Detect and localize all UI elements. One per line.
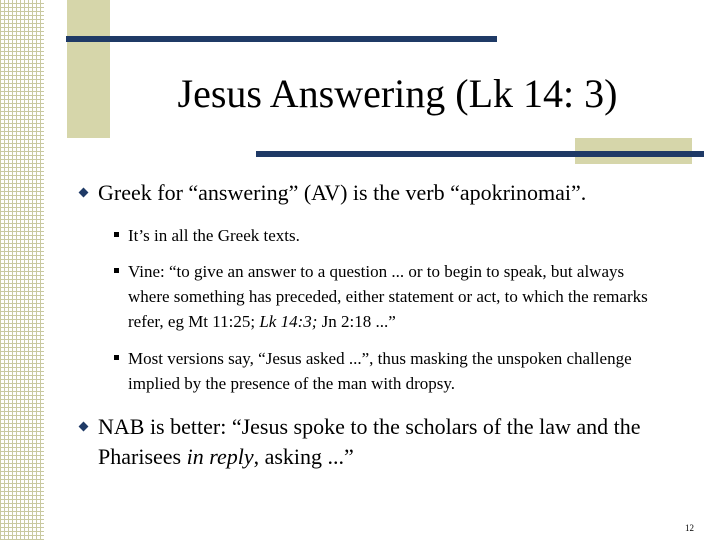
decorative-rule-top: [66, 36, 497, 42]
slide-title: Jesus Answering (Lk 14: 3): [177, 71, 618, 116]
sub-bullet-text: [128, 259, 668, 334]
bullet-text: [98, 412, 688, 472]
decorative-rule-bottom: [256, 151, 704, 157]
nab-text-part1: NAB is better: “Jesus spoke to the scholars of the law and the Pharisees: [98, 414, 641, 469]
decorative-grid-strip: [0, 0, 44, 540]
vine-text-italic-ref: Lk 14:3;: [259, 312, 318, 331]
diamond-bullet-icon: [79, 422, 89, 432]
nab-text-part2: , asking ...”: [253, 444, 354, 469]
sub-bullet-text: It’s in all the Greek texts.: [128, 226, 300, 245]
bullet-text: Greek for “answering” (AV) is the verb “apokrinomai”.: [98, 180, 587, 205]
diamond-bullet-icon: [79, 188, 89, 198]
vine-text-part2: Jn 2:18 ...”: [317, 312, 396, 331]
vine-text-part1: Vine: “to give an answer to a question ... or to begin to speak, but always where something has preceded, either statement or act, to which the remarks refer, eg Mt 11:25;: [128, 262, 648, 331]
square-bullet-icon: [114, 268, 119, 273]
decorative-olive-block-top: [67, 0, 110, 138]
square-bullet-icon: [114, 355, 119, 360]
square-bullet-icon: [114, 232, 119, 237]
page-number: 12: [685, 523, 694, 533]
sub-bullet-text: Most versions say, “Jesus asked ...”, thus masking the unspoken challenge implied by the presence of the man with dropsy.: [128, 349, 632, 393]
nab-text-italic: in reply: [186, 444, 254, 469]
